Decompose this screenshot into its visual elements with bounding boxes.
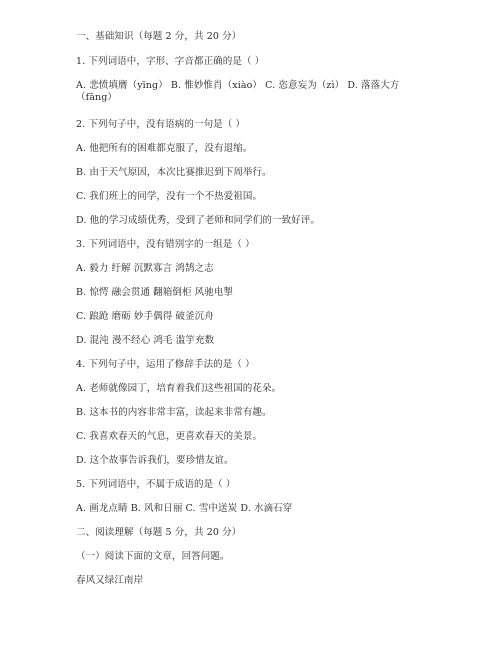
option-line: C. 踉跄 磨砺 妙手偶得 破釜沉舟 — [76, 311, 214, 322]
section-heading: 一、基础知识（每题 2 分，共 20 分） — [76, 31, 242, 42]
option-line: C. 我们班上的同学，没有一个不热爱祖国。 — [76, 191, 263, 202]
option-line: A. 他把所有的困难都克服了，没有退缩。 — [76, 143, 253, 154]
option-row: A. 悲愤填膺（yīng） B. 惟妙惟肖（xiào） C. 恣意妄为（zì） D. 落落大方（fāng） — [76, 80, 400, 103]
option-line: B. 由于天气原因，本次比赛推迟到下周举行。 — [76, 167, 272, 178]
option-line: A. 老师就像园丁，培育着我们这些祖国的花朵。 — [76, 383, 282, 394]
option-line: B. 这本书的内容非常丰富，读起来非常有趣。 — [76, 407, 272, 418]
reading-instruction: （一）阅读下面的文章，回答问题。 — [76, 551, 230, 562]
question-text: 2. 下列句子中，没有语病的一句是（ ） — [76, 119, 246, 130]
option-row: A. 画龙点睛 B. 风和日丽 C. 雪中送炭 D. 水滴石穿 — [76, 503, 293, 514]
option-line: D. 他的学习成绩优秀，受到了老师和同学们的一致好评。 — [76, 215, 321, 226]
section-heading: 二、阅读理解（每题 5 分，共 20 分） — [76, 527, 242, 538]
question-text: 4. 下列句子中，运用了修辞手法的是（ ） — [76, 359, 255, 370]
option-line: B. 惊愕 融会贯通 翻箱倒柜 风驰电掣 — [76, 287, 234, 298]
option-line: A. 毅力 纡解 沉默寡言 鸿鹄之志 — [76, 263, 214, 274]
question-text: 5. 下列词语中，不属于成语的是（ ） — [76, 479, 236, 490]
option-line: C. 我喜欢春天的气息，更喜欢春天的美景。 — [76, 431, 263, 442]
question-text: 1. 下列词语中，字形、字音都正确的是（ ） — [76, 56, 265, 67]
question-text: 3. 下列词语中，没有错别字的一组是（ ） — [76, 239, 255, 250]
option-line: D. 混沌 漫不经心 鸿毛 滥竽充数 — [76, 335, 215, 346]
option-line: D. 这个故事告诉我们，要珍惜友谊。 — [76, 455, 234, 466]
reading-title: 春风又绿江南岸 — [76, 575, 144, 586]
